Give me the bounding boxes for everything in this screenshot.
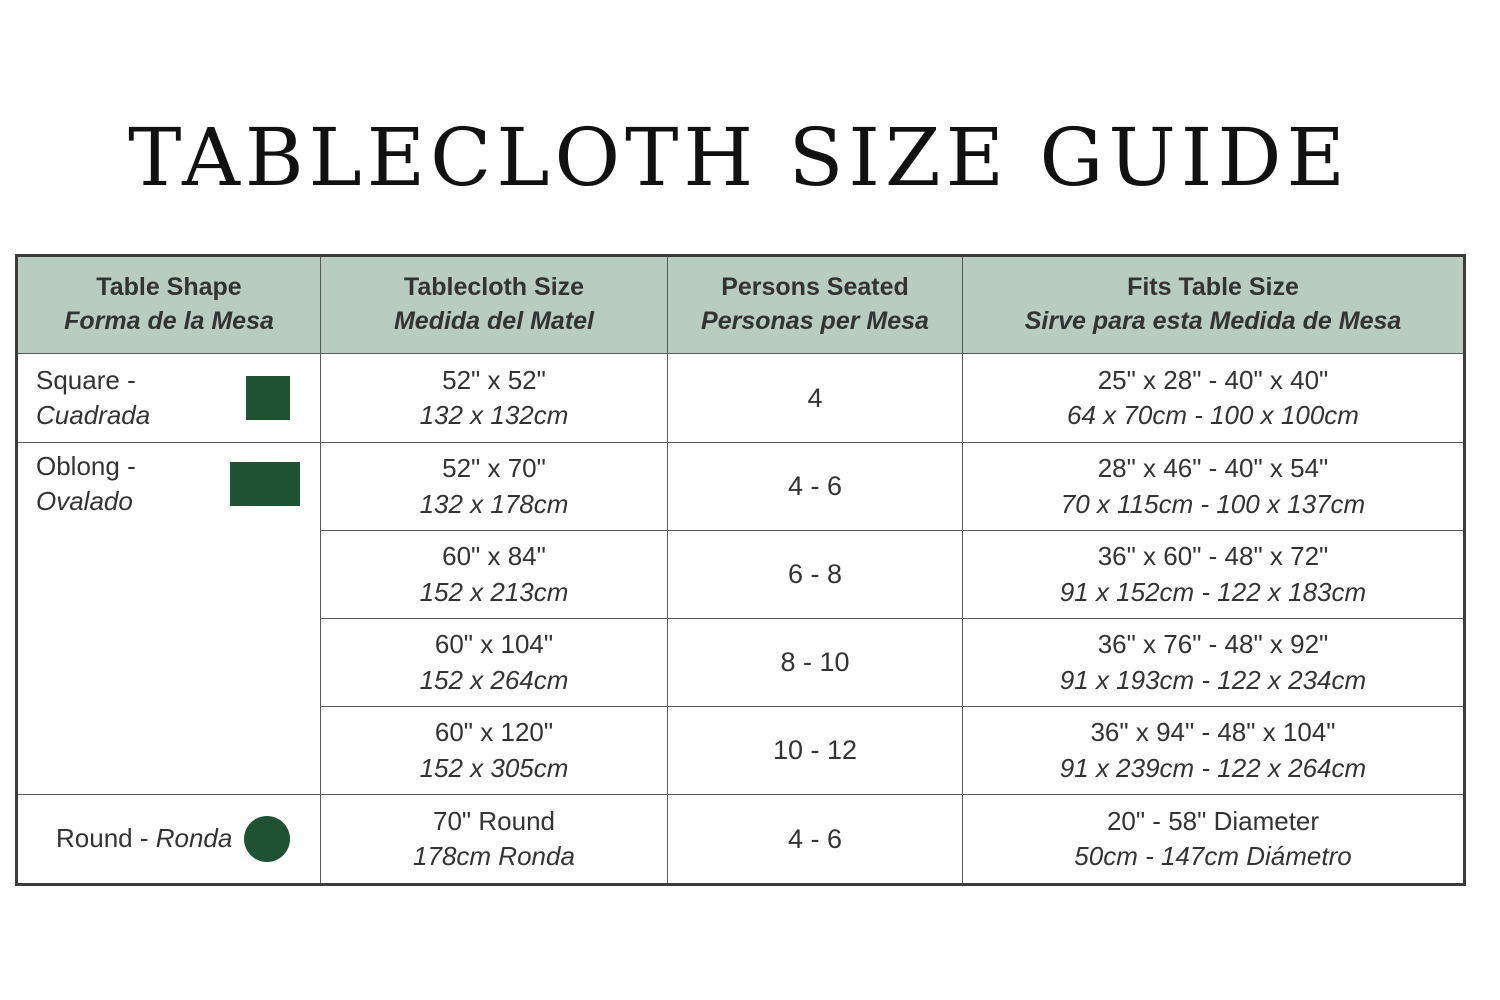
header-label: Tablecloth Size [403,273,585,302]
header-tablecloth-size [321,256,668,354]
header-label-es: Forma de la Mesa [64,307,274,335]
persons-seated-cell: 4 - 6 [668,443,963,531]
tablecloth-size-cell: 70" Round 178cm Ronda [321,795,668,885]
table-row [17,795,1465,885]
persons-seated-cell: 10 - 12 [668,707,963,795]
header-label: Table Shape [96,273,242,302]
header-label-es: Medida del Matel [393,307,595,335]
tablecloth-size-cell: 60" x 120" 152 x 305cm [321,707,668,795]
header-persons-seated [668,256,963,354]
shape-cell-square [17,354,321,443]
persons-seated-cell: 4 [668,354,963,443]
tablecloth-size-cell: 52" x 52" 132 x 132cm [321,354,668,443]
persons-seated-cell: 6 - 8 [668,531,963,619]
tablecloth-size-cell: 60" x 84" 152 x 213cm [321,531,668,619]
header-label-es: Personas per Mesa [701,307,929,335]
persons-seated-cell: 8 - 10 [668,619,963,707]
header-label-es: Sirve para esta Medida de Mesa [1024,307,1402,335]
tablecloth-size-cell: 60" x 104" 152 x 264cm [321,619,668,707]
shape-label: Round - Ronda [56,823,233,854]
size-guide-table [15,254,1466,886]
header-label: Persons Seated [721,273,909,302]
page-title: TABLECLOTH SIZE GUIDE [128,111,1350,204]
square-icon [246,376,290,420]
fits-table-size-cell: 25" x 28" - 40" x 40" 64 x 70cm - 100 x 100cm [963,354,1465,443]
fits-table-size-cell: 20" - 58" Diameter 50cm - 147cm Diámetro [963,795,1465,885]
shape-cell-round [17,795,321,885]
persons-seated-cell: 4 - 6 [668,795,963,885]
table-row [17,443,1465,531]
fits-table-size-cell: 36" x 94" - 48" x 104" 91 x 239cm - 122 x 264cm [963,707,1465,795]
fits-table-size-cell: 36" x 60" - 48" x 72" 91 x 152cm - 122 x 183cm [963,531,1465,619]
shape-cell-oblong [17,443,321,795]
table-header-row [17,256,1465,354]
circle-icon [244,816,290,862]
table-row [17,354,1465,443]
header-fits-table-size [963,256,1465,354]
header-table-shape [17,256,321,354]
shape-label: Oblong - Ovalado [36,450,136,516]
oblong-icon [230,462,300,506]
header-label: Fits Table Size [1127,273,1299,302]
fits-table-size-cell: 28" x 46" - 40" x 54" 70 x 115cm - 100 x 137cm [963,443,1465,531]
shape-label: Square - Cuadrada [36,364,151,430]
fits-table-size-cell: 36" x 76" - 48" x 92" 91 x 193cm - 122 x 234cm [963,619,1465,707]
tablecloth-size-cell: 52" x 70" 132 x 178cm [321,443,668,531]
